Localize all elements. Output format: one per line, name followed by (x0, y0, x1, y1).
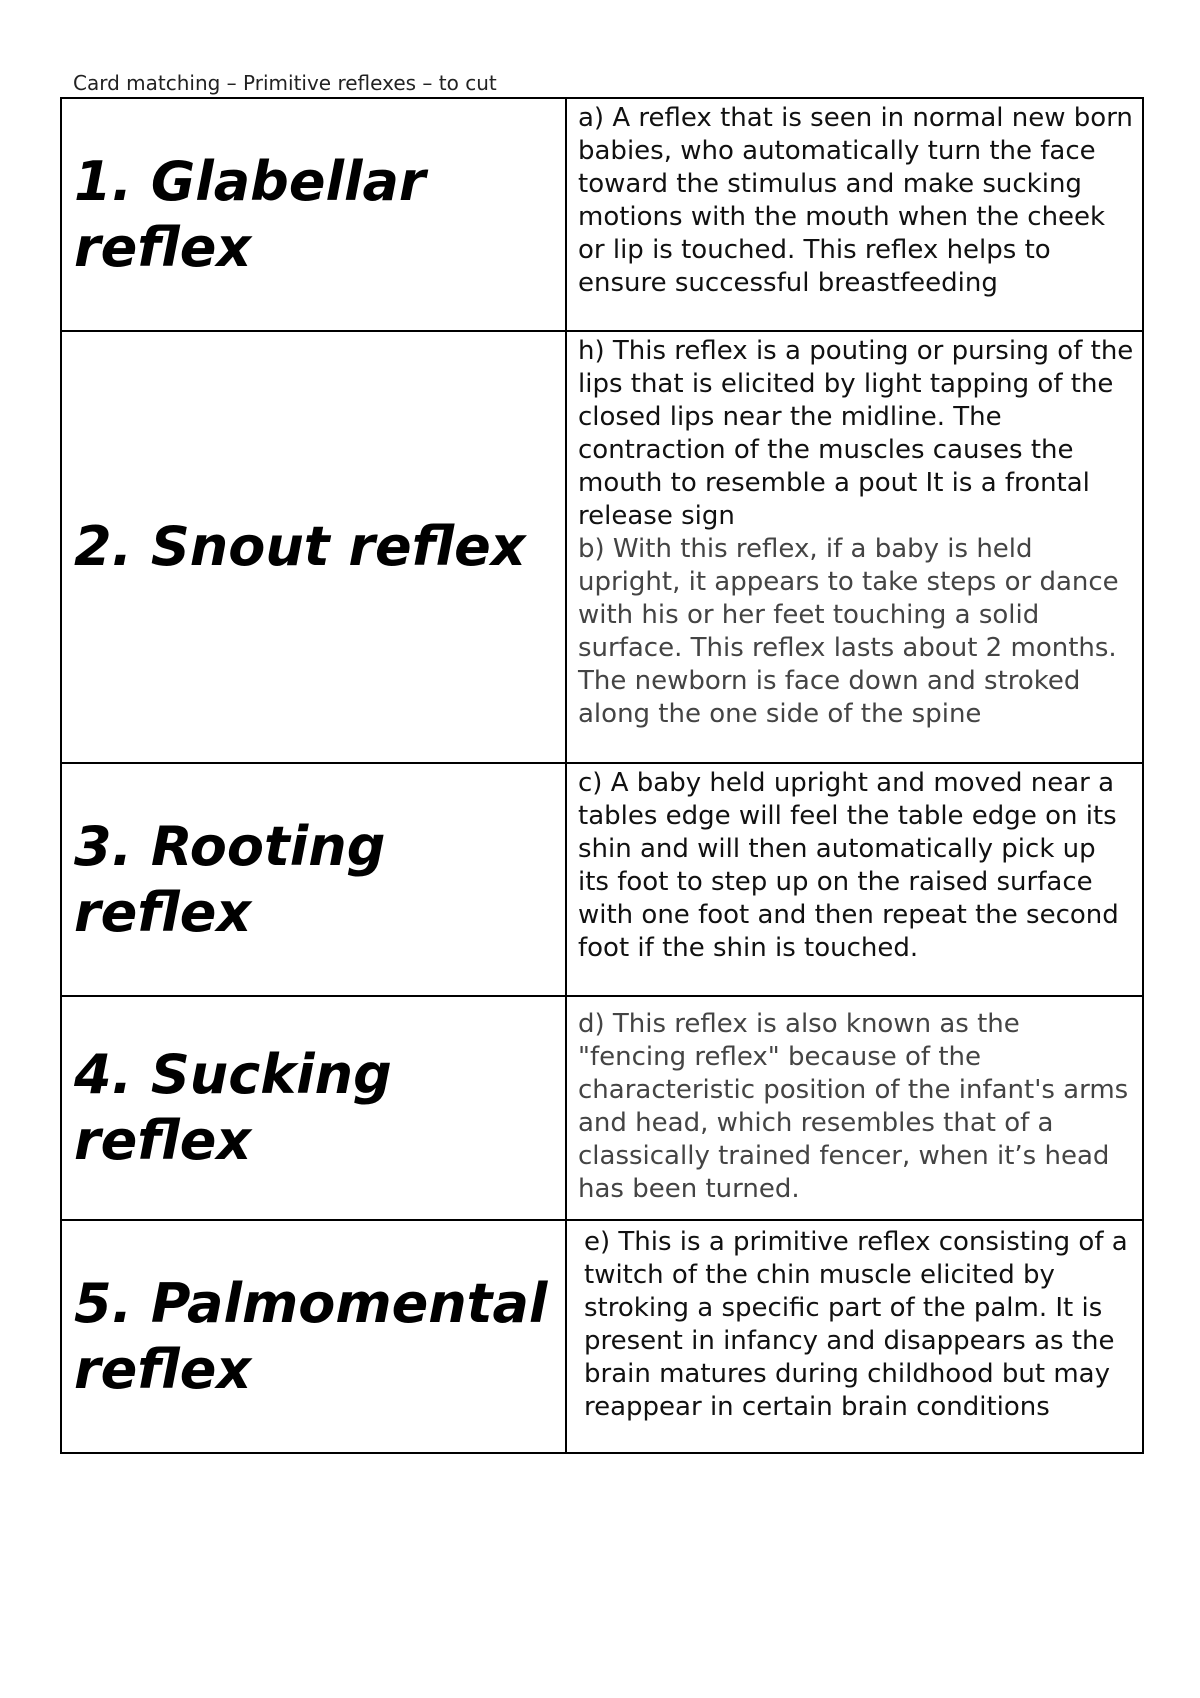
definition-card-c (566, 763, 1143, 996)
term-label: 1. Glabellar reflex (74, 149, 426, 279)
term-card-3 (61, 763, 566, 996)
term-label: 2. Snout reflex (74, 515, 526, 578)
definition-card-e (566, 1220, 1143, 1453)
card-matching-table (60, 97, 1144, 1454)
table-row (61, 331, 1143, 763)
table-row (61, 98, 1143, 331)
table-row (61, 763, 1143, 996)
term-card-4 (61, 996, 566, 1220)
document-title: Card matching – Primitive reflexes – to cut (73, 71, 497, 95)
term-label: 3. Rooting reflex (74, 814, 386, 944)
term-label: 5. Palmomental reflex (74, 1271, 548, 1401)
definition-card-d (566, 996, 1143, 1220)
term-label: 4. Sucking reflex (74, 1043, 392, 1172)
definition-text: c) A baby held upright and moved near a tables edge will feel the table edge on its shin and will then automatically pick up its foot to step up on the raised surface with one foot and then repeat the second foot if the shin is touched. (578, 768, 1119, 963)
definition-text: h) This reflex is a pouting or pursing of the lips that is elicited by light tapping of the closed lips near the midline. The contraction of the muscles causes the mouth to resemble a pout It is a frontal release sign (578, 336, 1134, 531)
table-row (61, 1220, 1143, 1453)
term-card-2 (61, 331, 566, 763)
definition-text: b) With this reflex, if a baby is held upright, it appears to take steps or dance with his or her feet touching a solid surface. This reflex lasts about 2 months. The newborn is face down and stroked along the one side of the spine (578, 534, 1119, 729)
definition-text: e) This is a primitive reflex consisting of a twitch of the chin muscle elicited by stroking a specific part of the palm. It is present in infancy and disappears as the brain matures during childhood but may reappear in certain brain conditions (584, 1227, 1128, 1422)
definition-card-h-b (566, 331, 1143, 763)
table-row (61, 996, 1143, 1220)
term-card-5 (61, 1220, 566, 1453)
definition-text: a) A reflex that is seen in normal new born babies, who automatically turn the face toward the stimulus and make sucking motions with the mouth when the cheek or lip is touched. This reflex helps to ensure successful breastfeeding (578, 103, 1133, 298)
definition-card-a (566, 98, 1143, 331)
term-card-1 (61, 98, 566, 331)
definition-text: d) This reflex is also known as the "fencing reflex" because of the characteristic position of the infant's arms and head, which resembles that of a classically trained fencer, when it’s head has been turned. (578, 1009, 1129, 1204)
